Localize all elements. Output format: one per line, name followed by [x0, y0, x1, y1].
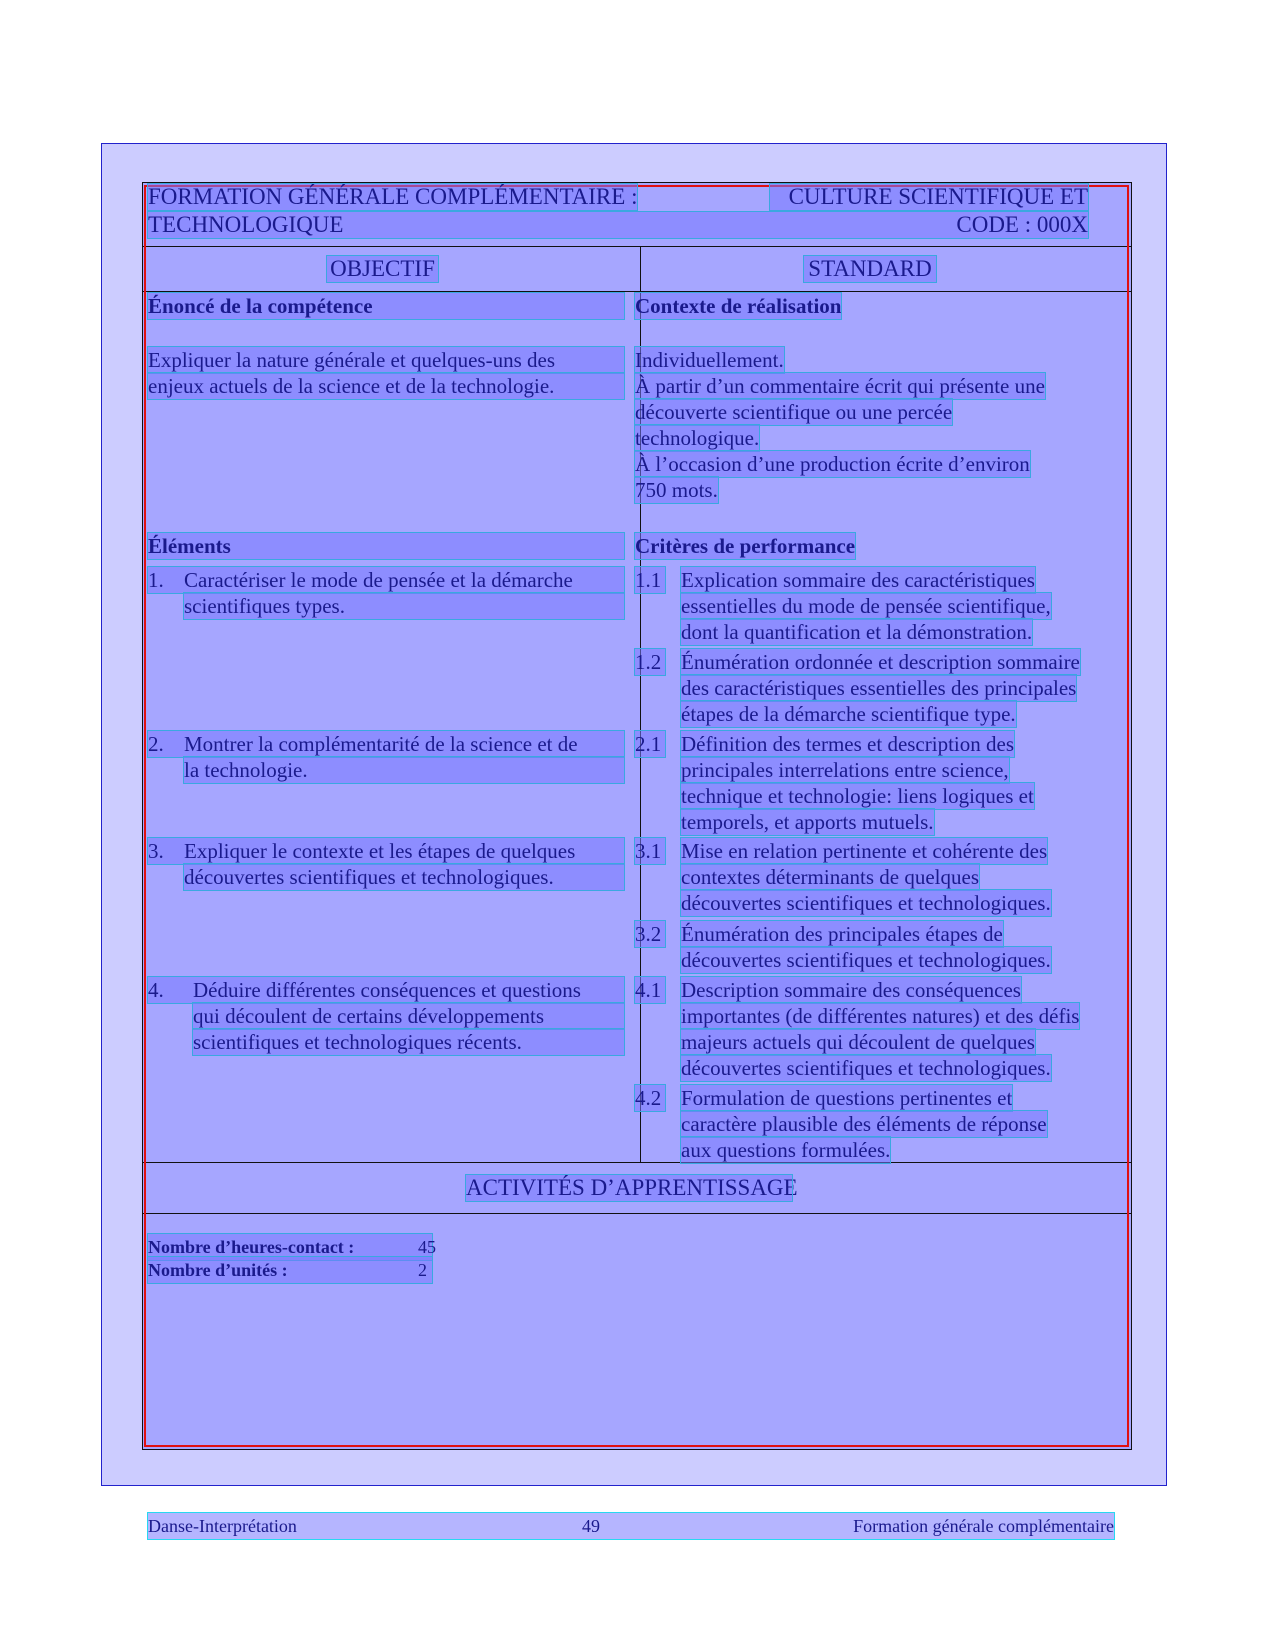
element-text: la technologie. — [184, 757, 624, 783]
hours-value: 45 — [418, 1237, 436, 1257]
header-subtitle: TECHNOLOGIQUE — [148, 212, 344, 237]
activities-top-divider — [143, 1162, 1131, 1163]
critere-text: importantes (de différentes natures) et des défis — [681, 1004, 1080, 1028]
critere-number: 4.2 — [635, 1085, 665, 1111]
element-text: Montrer la complémentarité de la science et de — [184, 732, 578, 756]
element-text: qui découlent de certains développements — [193, 1003, 624, 1029]
critere-text: découvertes scientifiques et technologiques. — [681, 891, 1051, 915]
header-title-right: CULTURE SCIENTIFIQUE ET — [770, 184, 1088, 210]
critere-text: technique et technologie: liens logiques et — [681, 784, 1034, 808]
contexte-heading: Contexte de réalisation — [635, 294, 842, 318]
contexte-line: technologique. — [635, 426, 760, 450]
critere-number: 4.1 — [635, 977, 665, 1003]
header-line2 — [148, 212, 1088, 238]
elements-heading: Éléments — [148, 533, 624, 559]
activities-bottom-divider — [143, 1213, 1131, 1214]
footer-section: Formation générale complémentaire — [853, 1516, 1114, 1536]
element-number: 2. — [148, 732, 164, 756]
contexte-line: À l’occasion d’une production écrite d’environ — [635, 452, 1030, 476]
critere-number: 1.1 — [635, 567, 665, 593]
critere-text: étapes de la démarche scientifique type. — [681, 702, 1016, 726]
column-header-divider — [143, 291, 1131, 292]
footer-page-number: 49 — [582, 1516, 600, 1536]
element-text: Déduire différentes conséquences et questions — [193, 978, 581, 1002]
element-text: scientifiques types. — [184, 593, 624, 619]
element-text: Caractériser le mode de pensée et la démarche — [184, 568, 573, 592]
footer — [148, 1513, 1114, 1539]
critere-text: dont la quantification et la démonstration. — [681, 620, 1033, 644]
units-value: 2 — [418, 1260, 427, 1280]
critere-text: temporels, et apports mutuels. — [681, 810, 934, 834]
element-item — [148, 731, 624, 757]
column-header-standard: STANDARD — [804, 256, 936, 282]
element-number: 4. — [148, 978, 164, 1002]
critere-text: Définition des termes et description des — [681, 732, 1014, 756]
element-number: 3. — [148, 839, 164, 863]
critere-text: Formulation de questions pertinentes et — [681, 1086, 1013, 1110]
header-title-left: FORMATION GÉNÉRALE COMPLÉMENTAIRE : — [148, 184, 638, 209]
criteres-heading: Critères de performance — [635, 534, 856, 558]
header-divider — [143, 246, 1131, 247]
units-label: Nombre d’unités : — [148, 1260, 288, 1280]
hours-label: Nombre d’heures-contact : — [148, 1237, 355, 1257]
critere-number: 3.1 — [635, 838, 665, 864]
critere-text: Énumération ordonnée et description sommaire — [681, 650, 1080, 674]
critere-number: 2.1 — [635, 731, 665, 757]
critere-text: Description sommaire des conséquences — [681, 978, 1021, 1002]
critere-text: majeurs actuels qui découlent de quelques — [681, 1030, 1035, 1054]
element-text: scientifiques et technologiques récents. — [193, 1029, 624, 1055]
critere-text: Énumération des principales étapes de — [681, 922, 1003, 946]
column-header-objectif: OBJECTIF — [327, 256, 438, 282]
contexte-line: 750 mots. — [635, 478, 718, 502]
activities-heading: ACTIVITÉS D’APPRENTISSAGE — [466, 1175, 798, 1200]
contexte-line: découverte scientifique ou une percée — [635, 400, 953, 424]
critere-text: Explication sommaire des caractéristiques — [681, 568, 1035, 592]
critere-number: 1.2 — [635, 649, 665, 675]
element-text: découvertes scientifiques et technologiques. — [184, 864, 624, 890]
critere-text: caractère plausible des éléments de réponse — [681, 1112, 1047, 1136]
critere-number: 3.2 — [635, 921, 665, 947]
critere-text: découvertes scientifiques et technologiques. — [681, 948, 1051, 972]
units-row — [148, 1257, 432, 1283]
critere-text: contextes déterminants de quelques — [681, 865, 979, 889]
competence-line: Expliquer la nature générale et quelques-uns des — [148, 347, 624, 373]
element-text: Expliquer le contexte et les étapes de quelques — [184, 839, 576, 863]
competence-line: enjeux actuels de la science et de la technologie. — [148, 373, 624, 399]
footer-program: Danse-Interprétation — [148, 1516, 297, 1536]
course-code: CODE : 000X — [956, 212, 1088, 237]
contexte-line: Individuellement. — [635, 348, 784, 372]
critere-text: essentielles du mode de pensée scientifique, — [681, 594, 1051, 618]
critere-text: des caractéristiques essentielles des principales — [681, 676, 1077, 700]
competence-heading: Énoncé de la compétence — [148, 293, 624, 319]
critere-text: aux questions formulées. — [681, 1138, 891, 1162]
critere-text: Mise en relation pertinente et cohérente des — [681, 839, 1048, 863]
element-item — [148, 567, 624, 593]
element-item — [148, 977, 624, 1003]
element-item — [148, 838, 624, 864]
element-number: 1. — [148, 568, 164, 592]
contexte-line: À partir d’un commentaire écrit qui présente une — [635, 374, 1045, 398]
critere-text: principales interrelations entre science, — [681, 758, 1009, 782]
critere-text: découvertes scientifiques et technologiques. — [681, 1056, 1051, 1080]
